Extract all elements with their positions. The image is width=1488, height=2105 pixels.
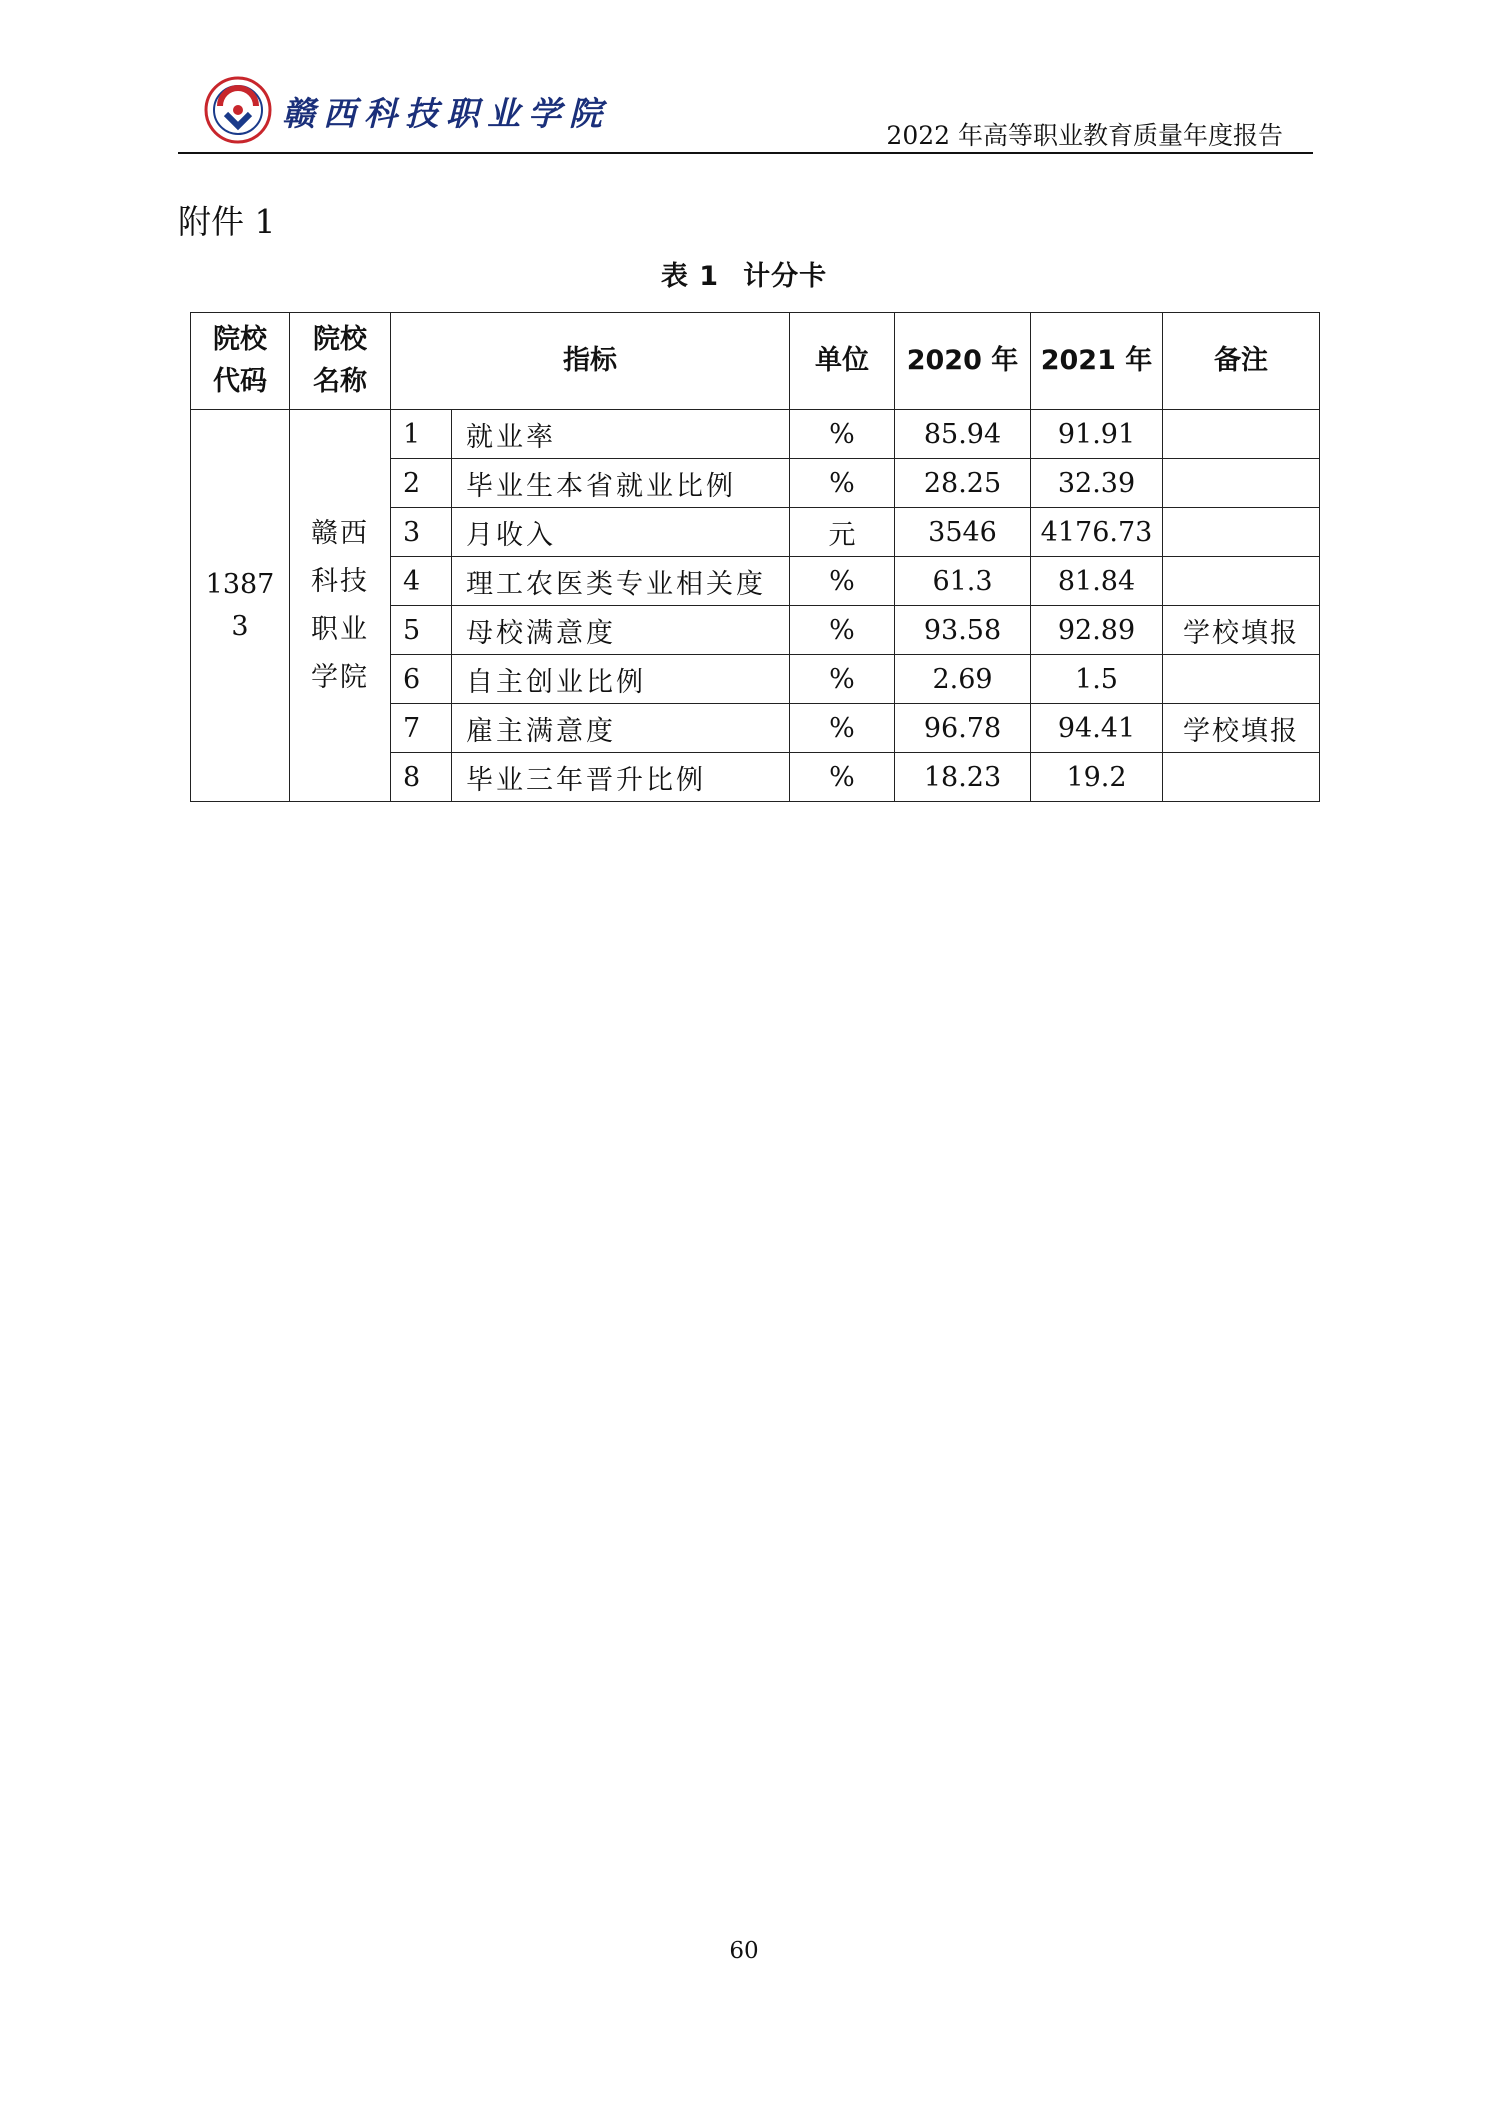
report-title: 2022 年高等职业教育质量年度报告 (886, 121, 1283, 150)
header-indicator: 指标 (391, 313, 790, 410)
header-unit: 单位 (790, 313, 895, 410)
row-unit: % (790, 557, 895, 606)
row-number: 6 (391, 655, 452, 704)
header-divider (178, 152, 1313, 154)
row-value-2020: 28.25 (895, 459, 1031, 508)
page-number: 60 (729, 1938, 759, 1964)
row-note (1163, 508, 1320, 557)
row-value-2020: 93.58 (895, 606, 1031, 655)
row-unit: % (790, 655, 895, 704)
row-value-2021: 19.2 (1031, 753, 1163, 802)
row-value-2021: 91.91 (1031, 410, 1163, 459)
row-indicator: 理工农医类专业相关度 (452, 557, 790, 606)
table-caption-number: 表 1 (660, 261, 720, 292)
row-note (1163, 655, 1320, 704)
row-number: 4 (391, 557, 452, 606)
row-number: 7 (391, 704, 452, 753)
row-note (1163, 410, 1320, 459)
header-2020: 2020 年 (895, 313, 1031, 410)
header-school-code: 院校 代码 (191, 313, 290, 410)
table-header-row (191, 313, 1320, 410)
row-value-2021: 92.89 (1031, 606, 1163, 655)
table-caption-title: 计分卡 (743, 261, 828, 292)
scorecard-table (190, 312, 1320, 802)
row-value-2020: 18.23 (895, 753, 1031, 802)
row-indicator: 毕业三年晋升比例 (452, 753, 790, 802)
row-number: 2 (391, 459, 452, 508)
school-name-cell: 赣西 科技 职业 学院 (290, 410, 391, 802)
row-value-2021: 1.5 (1031, 655, 1163, 704)
row-value-2020: 2.69 (895, 655, 1031, 704)
row-indicator: 自主创业比例 (452, 655, 790, 704)
row-unit: % (790, 410, 895, 459)
page-header (178, 70, 1313, 154)
row-number: 1 (391, 410, 452, 459)
row-note: 学校填报 (1163, 606, 1320, 655)
row-note (1163, 459, 1320, 508)
row-indicator: 月收入 (452, 508, 790, 557)
header-note: 备注 (1163, 313, 1320, 410)
header-2021: 2021 年 (1031, 313, 1163, 410)
row-indicator: 雇主满意度 (452, 704, 790, 753)
attachment-label: 附件 1 (178, 202, 276, 241)
row-value-2021: 32.39 (1031, 459, 1163, 508)
row-value-2020: 85.94 (895, 410, 1031, 459)
row-note (1163, 557, 1320, 606)
school-code-cell: 1387 3 (191, 410, 290, 802)
row-number: 5 (391, 606, 452, 655)
row-value-2020: 61.3 (895, 557, 1031, 606)
header-school-name: 院校 名称 (290, 313, 391, 410)
row-unit: % (790, 459, 895, 508)
row-value-2021: 4176.73 (1031, 508, 1163, 557)
school-name: 赣西科技职业学院 (282, 94, 610, 133)
table-row (191, 410, 1320, 459)
row-indicator: 就业率 (452, 410, 790, 459)
table-caption (0, 254, 1488, 293)
row-note: 学校填报 (1163, 704, 1320, 753)
row-value-2020: 3546 (895, 508, 1031, 557)
row-number: 8 (391, 753, 452, 802)
row-indicator: 母校满意度 (452, 606, 790, 655)
row-value-2021: 81.84 (1031, 557, 1163, 606)
row-unit: % (790, 753, 895, 802)
row-indicator: 毕业生本省就业比例 (452, 459, 790, 508)
row-value-2020: 96.78 (895, 704, 1031, 753)
row-unit: % (790, 704, 895, 753)
college-logo-icon (204, 76, 272, 144)
row-number: 3 (391, 508, 452, 557)
row-unit: % (790, 606, 895, 655)
row-note (1163, 753, 1320, 802)
row-unit: 元 (790, 508, 895, 557)
row-value-2021: 94.41 (1031, 704, 1163, 753)
